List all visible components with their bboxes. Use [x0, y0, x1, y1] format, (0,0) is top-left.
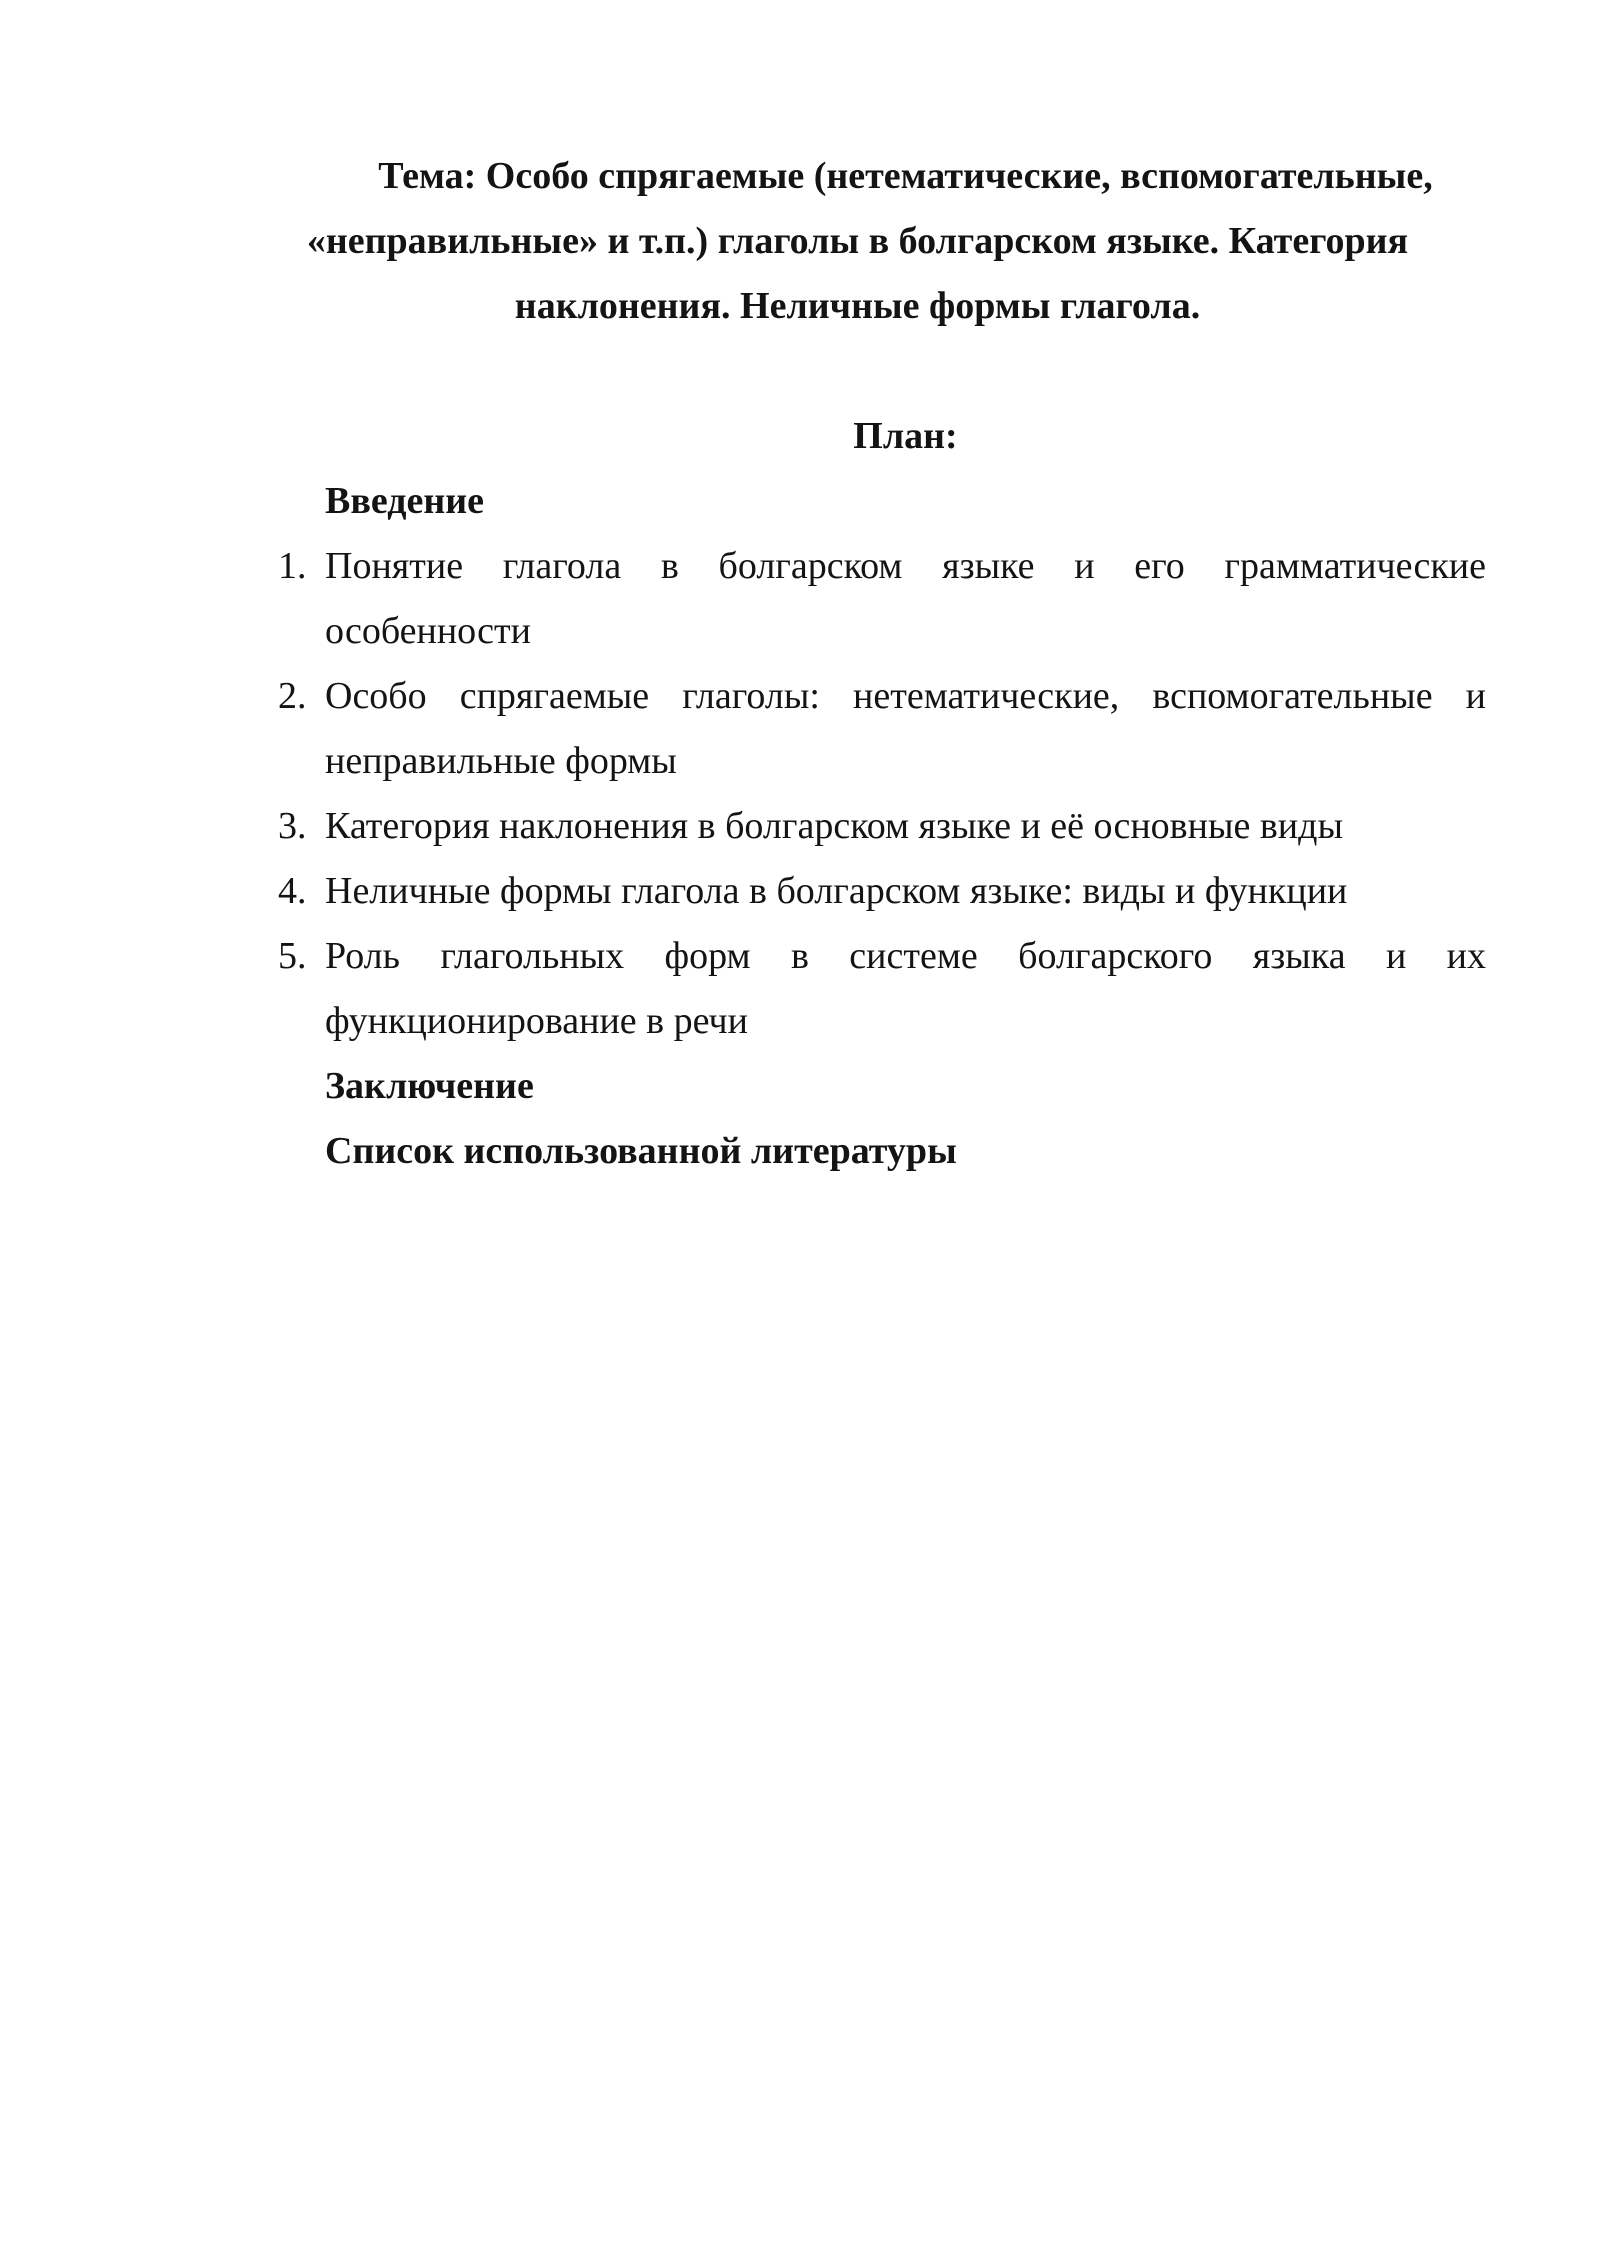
item-number: 4. [278, 870, 307, 912]
list-item [229, 664, 1486, 794]
list-item [229, 794, 1486, 859]
plan-list [229, 534, 1486, 1054]
item-number: 5. [278, 935, 307, 977]
item-line: Неличные формы глагола в болгарском языке: виды и функции [325, 870, 1348, 912]
item-line: неправильные формы [325, 740, 677, 782]
section-intro: Введение [325, 480, 484, 522]
item-line: Понятие глагола в болгарском языке и его грамматические [325, 545, 1486, 587]
item-number: 2. [278, 675, 307, 717]
list-item [229, 924, 1486, 1054]
item-line: Роль глагольных форм в системе болгарского языка и их [325, 935, 1486, 977]
blank-line [229, 339, 1486, 404]
title-line-1: Тема: Особо спрягаемые (нетематические, вспомогательные, [378, 155, 1433, 197]
list-item [229, 534, 1486, 664]
item-line: функционирование в речи [325, 1000, 748, 1042]
item-line: Категория наклонения в болгарском языке и её основные виды [325, 805, 1343, 847]
document-title [229, 144, 1486, 339]
list-item [229, 859, 1486, 924]
section-conclusion: Заключение [325, 1065, 534, 1107]
item-number: 3. [278, 805, 307, 847]
item-number: 1. [278, 545, 307, 587]
title-line-2: «неправильные» и т.п.) глаголы в болгарском языке. Категория [306, 220, 1409, 262]
plan-heading: План: [853, 415, 958, 457]
section-bibliography: Список использованной литературы [325, 1130, 957, 1172]
item-line: Особо спрягаемые глаголы: нетематические, вспомогательные и [325, 675, 1486, 717]
title-line-3: наклонения. Неличные формы глагола. [514, 285, 1201, 327]
document-content [229, 144, 1486, 1184]
item-line: особенности [325, 610, 531, 652]
